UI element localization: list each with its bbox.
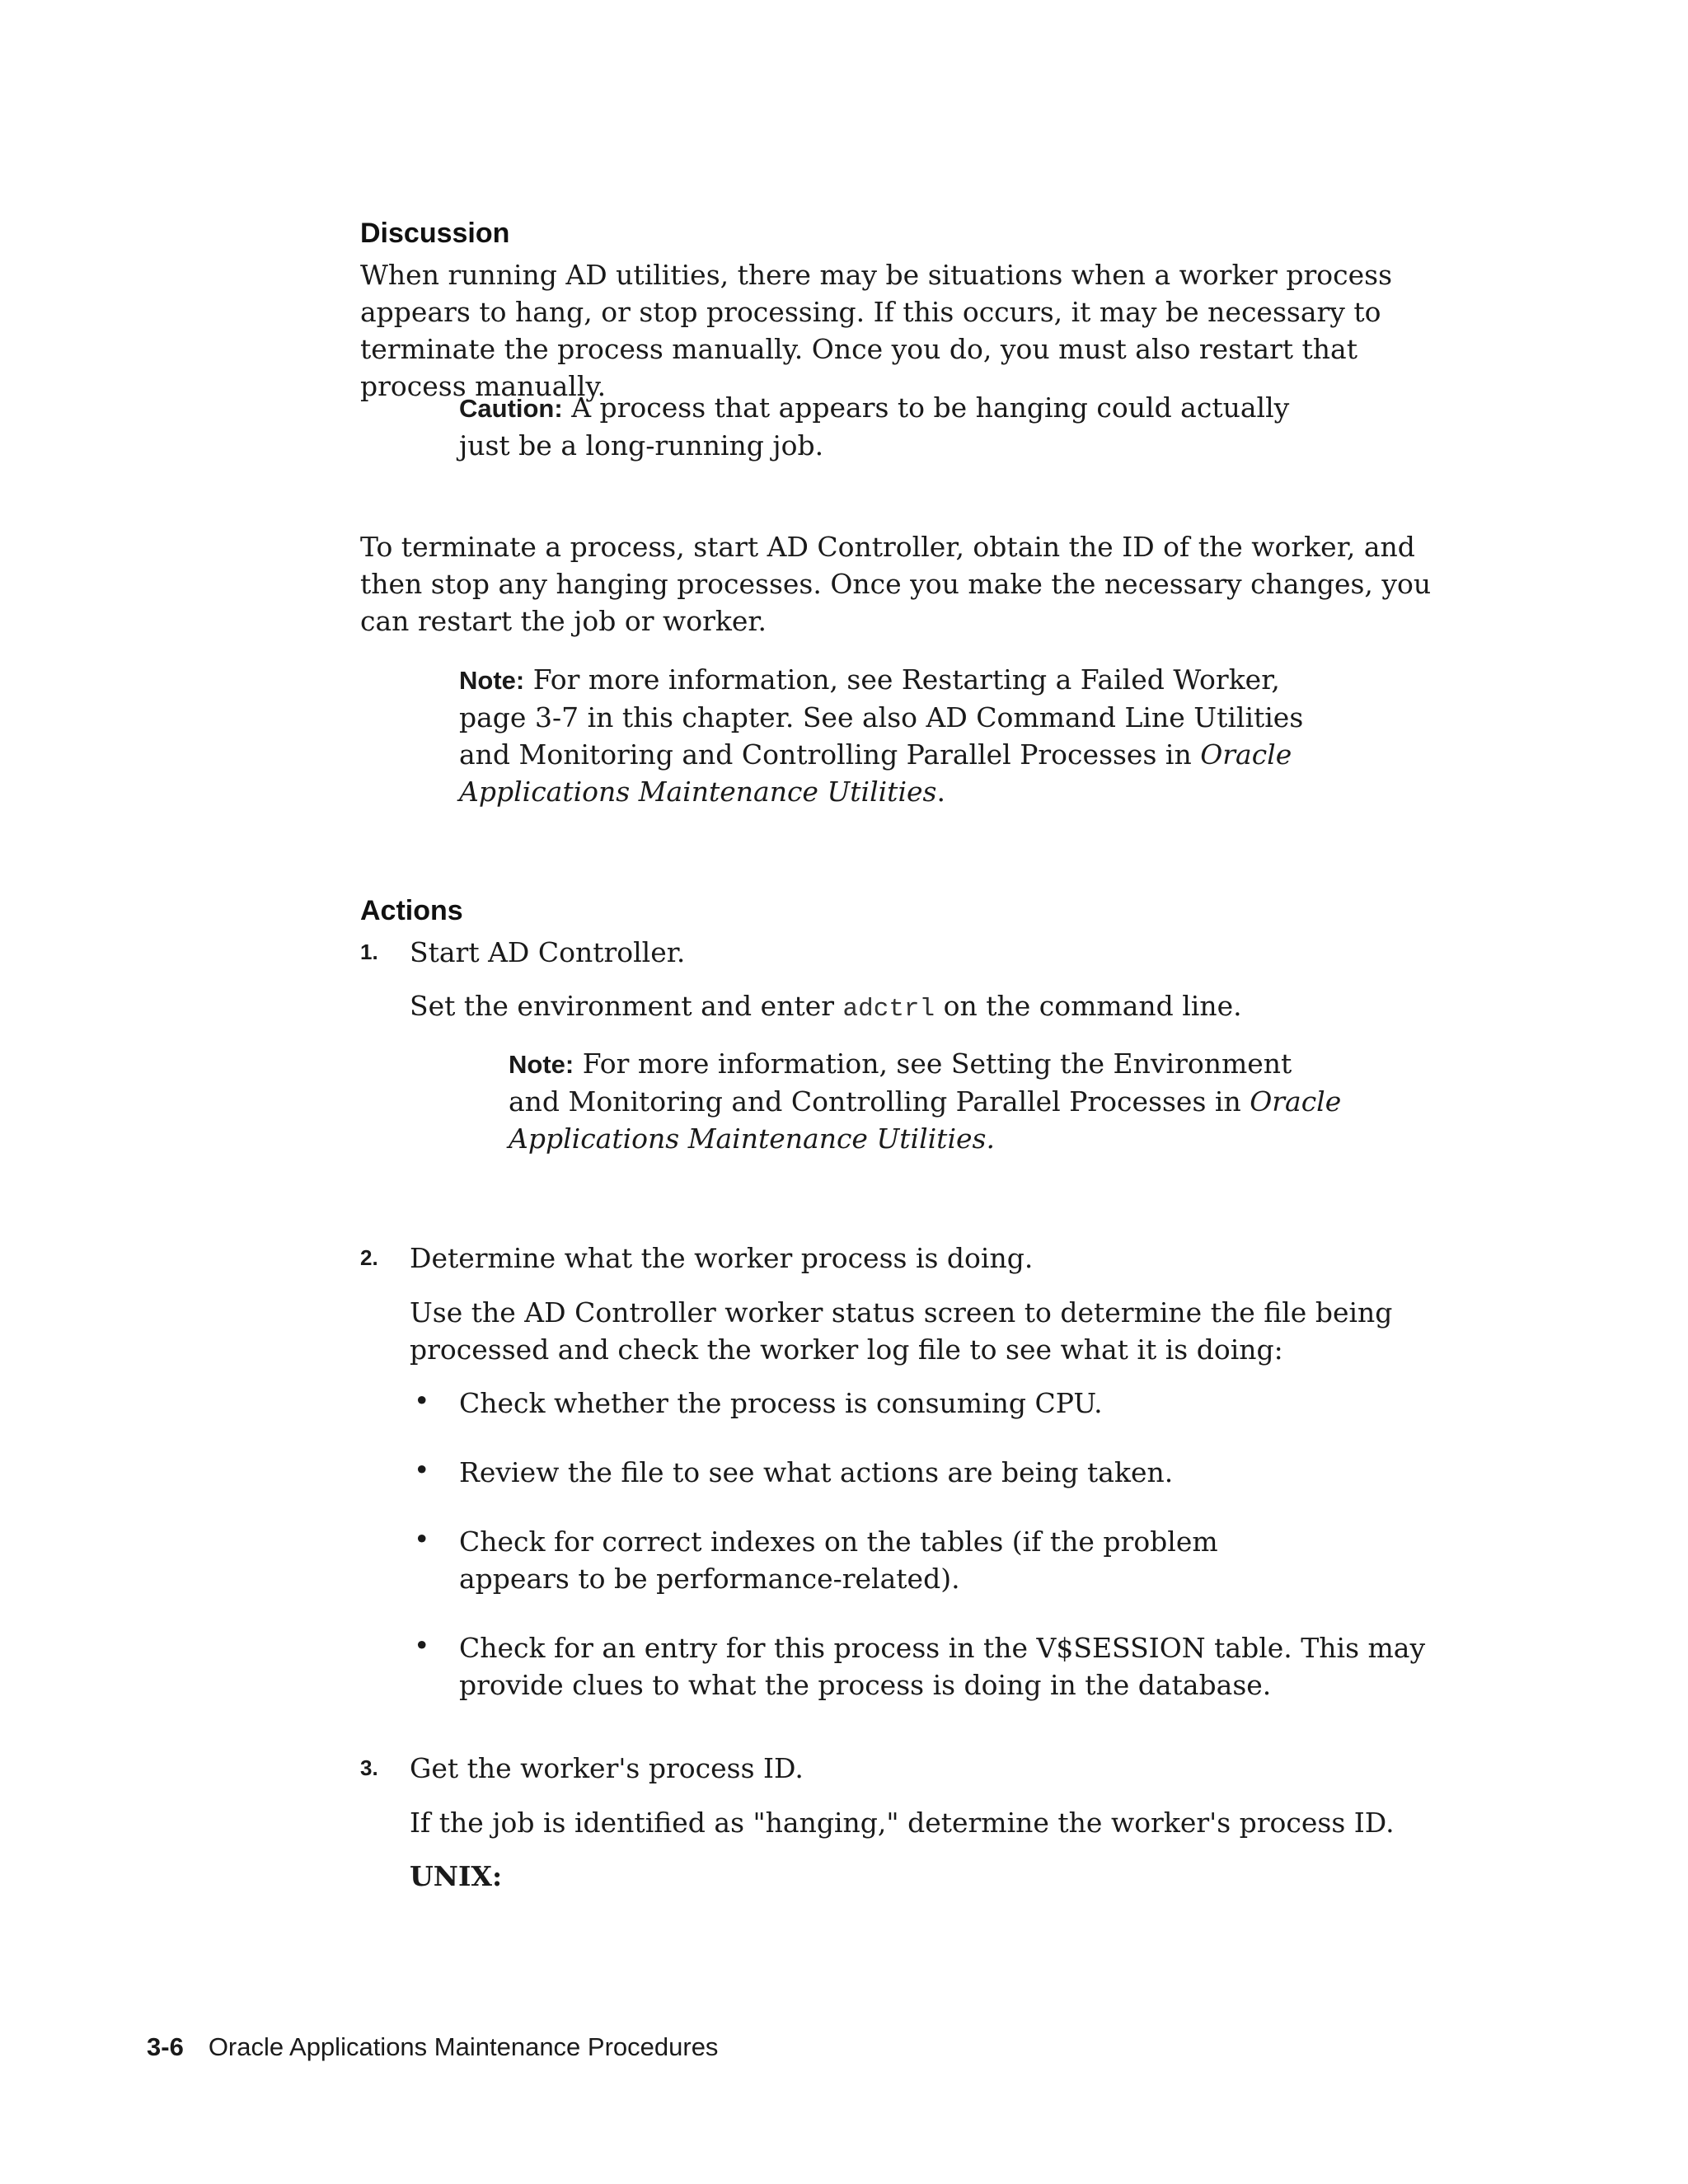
step-1-note-label: Note: bbox=[509, 1050, 574, 1079]
bullet-marker: • bbox=[414, 1454, 430, 1486]
bullet-item: Check whether the process is consuming CPU. bbox=[459, 1387, 1103, 1419]
discussion-paragraph-1: When running AD utilities, there may be situations when a worker process appears to hang, or stop processing. If this occurs, it may be necessary to terminate the process manually. Once you do, you must also restart that process manually. bbox=[360, 259, 1393, 402]
step-1-text-before: Set the environment and enter bbox=[410, 990, 843, 1022]
note-block bbox=[459, 661, 1320, 810]
discussion-heading: Discussion bbox=[360, 218, 510, 249]
caution-block bbox=[459, 389, 1325, 464]
note-label: Note: bbox=[459, 666, 525, 695]
note-text: For more information, see Restarting a Failed Worker, page 3-7 in this chapter. See also AD Command Line Utilities and Monitoring and Controlling Parallel Processes in bbox=[459, 663, 1304, 771]
step-1-note-text: For more information, see Setting the Environment and Monitoring and Controlling Parallel Processes in bbox=[509, 1047, 1292, 1118]
step-2-text: Use the AD Controller worker status screen to determine the file being processed and check the worker log file to see what it is doing: bbox=[410, 1296, 1393, 1366]
bullet-marker: • bbox=[414, 1385, 430, 1417]
step-1-note-block bbox=[509, 1045, 1345, 1157]
page-footer bbox=[147, 2032, 718, 2062]
step-3-text: If the job is identified as "hanging," determine the worker's process ID. bbox=[410, 1807, 1395, 1839]
adctrl-command: adctrl bbox=[842, 995, 935, 1024]
bullet-marker: • bbox=[414, 1629, 430, 1661]
bullet-item: Check for correct indexes on the tables (if the problem appears to be performance-related). bbox=[459, 1526, 1218, 1595]
step-3-title: Get the worker's process ID. bbox=[410, 1752, 804, 1784]
discussion-paragraph-2: To terminate a process, start AD Controller, obtain the ID of the worker, and then stop any hanging processes. Once you make the necessary changes, you can restart the job or worker. bbox=[360, 531, 1432, 637]
step-1-title: Start AD Controller. bbox=[410, 936, 686, 968]
note-book-title: Oracle Applications Maintenance Utilities bbox=[459, 738, 1292, 808]
step-2-title: Determine what the worker process is doing. bbox=[410, 1242, 1034, 1274]
caution-label: Caution: bbox=[459, 394, 563, 423]
step-1-note-book-title: Oracle Applications Maintenance Utilities. bbox=[509, 1085, 1342, 1155]
page-number: 3-6 bbox=[147, 2032, 184, 2061]
step-3-number: 3. bbox=[360, 1755, 378, 1780]
actions-heading: Actions bbox=[360, 895, 463, 926]
step-1-text bbox=[410, 987, 1481, 1028]
caution-text: A process that appears to be hanging could actually just be a long-running job. bbox=[459, 391, 1290, 462]
step-1-text-after: on the command line. bbox=[935, 990, 1242, 1022]
bullet-item: Review the file to see what actions are being taken. bbox=[459, 1456, 1174, 1488]
step-1-number: 1. bbox=[360, 940, 378, 964]
note-end: . bbox=[936, 776, 945, 808]
bullet-item: Check for an entry for this process in the V$SESSION table. This may provide clues to what the process is doing in the database. bbox=[459, 1632, 1426, 1701]
unix-label: UNIX: bbox=[410, 1860, 503, 1892]
book-title: Oracle Applications Maintenance Procedures bbox=[208, 2032, 719, 2061]
bullet-marker: • bbox=[414, 1523, 430, 1555]
step-2-number: 2. bbox=[360, 1245, 378, 1270]
